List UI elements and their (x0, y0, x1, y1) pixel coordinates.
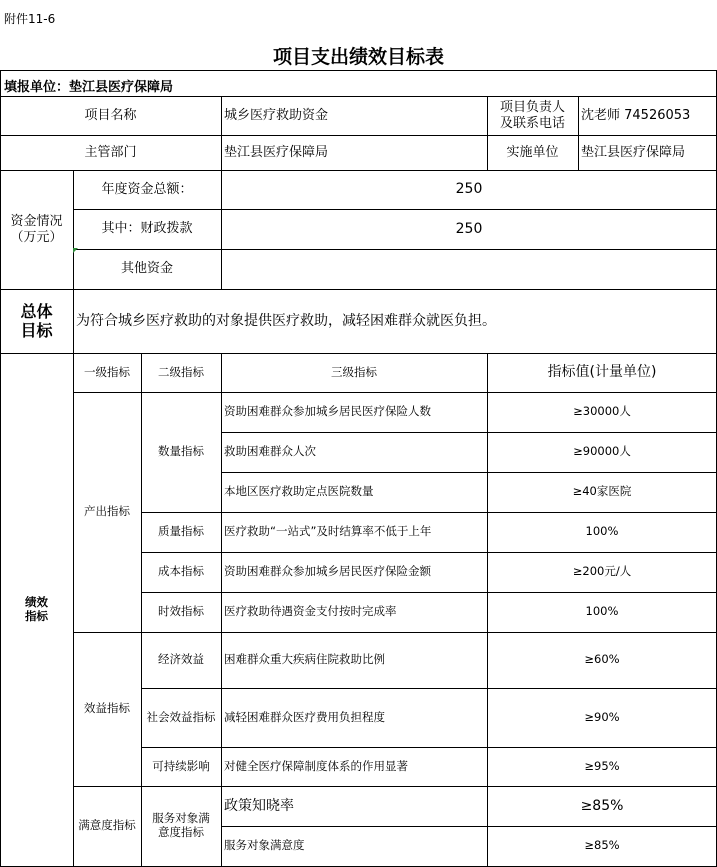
level1-benefit: 效益指标 (84, 701, 130, 716)
funds-other-value (221, 249, 717, 289)
indicator-value: ≥90% (584, 709, 620, 724)
indicator-name: 政策知晓率 (224, 797, 294, 814)
level2-quantity: 数量指标 (158, 444, 204, 459)
project-name-label: 项目名称 (84, 107, 137, 123)
indicator-value: 100% (585, 524, 619, 539)
indicator-value: ≥85% (584, 838, 620, 853)
contact-label: 项目负责人 及联系电话 (499, 99, 565, 131)
indicator-value: ≥60% (584, 652, 620, 667)
indicator-name: 减轻困难群众医疗费用负担程度 (224, 709, 385, 724)
level2-quality: 质量指标 (158, 524, 204, 539)
funds-label: 资金情况 （万元） (10, 213, 63, 245)
indicator-value: ≥90000人 (573, 444, 631, 459)
indicator-name: 资助困难群众参加城乡居民医疗保险人数 (224, 404, 431, 419)
indicator-name: 困难群众重大疾病住院救助比例 (224, 652, 385, 667)
header-value: 指标值(计量单位) (547, 364, 657, 381)
level2-timeliness: 时效指标 (158, 604, 204, 619)
header-level1: 一级指标 (84, 364, 130, 379)
contact-value: 沈老师 74526053 (581, 107, 691, 123)
indicator-name: 本地区医疗救助定点医院数量 (224, 484, 374, 499)
indicator-value: ≥30000人 (573, 404, 631, 419)
level2-economic: 经济效益 (158, 652, 204, 667)
indicator-name: 资助困难群众参加城乡居民医疗保险金额 (224, 564, 431, 579)
level2-service-satisfaction: 服务对象满意度指标 (152, 811, 210, 839)
indicator-name: 救助困难群众人次 (224, 444, 316, 459)
dept-value: 垫江县医疗保障局 (224, 144, 329, 160)
funds-total-label: 年度资金总额： (101, 181, 193, 197)
indicator-value: ≥85% (580, 797, 624, 814)
indicator-name: 服务对象满意度 (224, 838, 305, 853)
attachment-label: 附件11-6 (4, 12, 56, 26)
level2-sustainable: 可持续影响 (152, 758, 210, 773)
indicator-value: ≥40家医院 (572, 484, 632, 499)
indicator-value: ≥200元/人 (572, 564, 632, 579)
goal-label: 总体 目标 (20, 301, 53, 340)
impl-label: 实施单位 (506, 144, 559, 160)
reporting-unit: 填报单位：垫江县医疗保障局 (4, 80, 174, 95)
indicators-label: 绩效 指标 (25, 594, 48, 623)
dept-label: 主管部门 (84, 144, 137, 160)
header-level3: 三级指标 (331, 364, 377, 379)
indicator-name: 医疗救助待遇资金支付按时完成率 (224, 604, 397, 619)
funds-fiscal-label: 其中：财政拨款 (101, 221, 193, 237)
goal-text: 为符合城乡医疗救助的对象提供医疗救助，减轻困难群众就医负担。 (76, 312, 496, 329)
funds-fiscal-value: 250 (455, 220, 483, 237)
indicator-name: 医疗救助“一站式”及时结算率不低于上年 (224, 524, 432, 539)
header-level2: 二级指标 (158, 364, 204, 379)
level1-output: 产出指标 (84, 504, 130, 519)
indicator-name: 对健全医疗保障制度体系的作用显著 (224, 758, 408, 773)
level1-satisfaction: 满意度指标 (78, 818, 136, 833)
impl-value: 垫江县医疗保障局 (581, 144, 686, 160)
funds-total-value: 250 (455, 181, 483, 198)
project-name-value: 城乡医疗救助资金 (224, 107, 329, 123)
level2-social: 社会效益指标 (146, 709, 216, 724)
indicator-value: 100% (585, 604, 619, 619)
level2-cost: 成本指标 (158, 564, 204, 579)
funds-other-label: 其他资金 (120, 261, 173, 277)
indicator-value: ≥95% (584, 758, 620, 773)
page-title: 项目支出绩效目标表 (272, 46, 444, 68)
